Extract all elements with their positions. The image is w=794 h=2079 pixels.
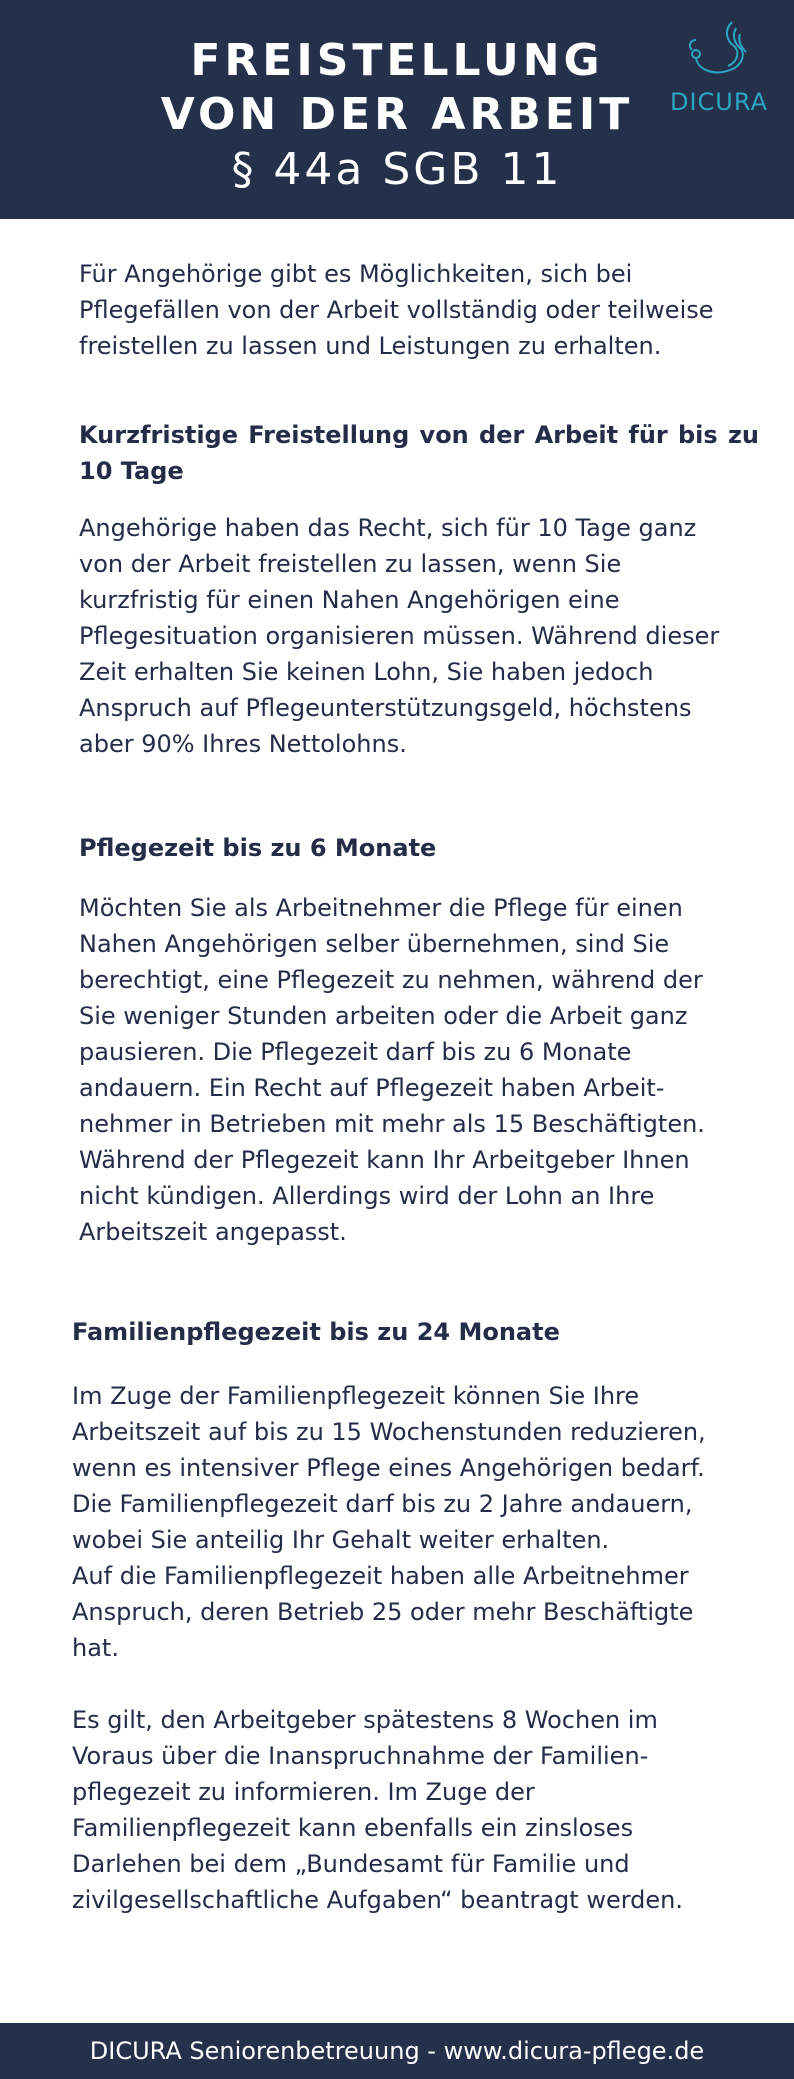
section-heading-family-care-leave: Familienpflegezeit bis zu 24 Monate	[72, 1318, 560, 1346]
intro-paragraph: Für Angehörige gibt es Möglichkeiten, sich bei Pflegefällen von der Arbeit vollständig oder teilweise freistellen zu lassen und Leistungen zu erhalten.	[79, 260, 714, 360]
section-body-family-care-leave: Im Zuge der Familienpflegezeit können Sie Ihre Arbeitszeit auf bis zu 15 Wochenstunden reduzieren, wenn es intensiver Pflege eines Angehörigen bedarf. Die Familienpflegezeit darf bis zu 2 Jahre andauern, wobei Sie anteilig Ihr Gehalt weiter erhalten. Auf die Familienpflegezeit haben alle Arbeitnehmer Anspruch, deren Betrieb 25 oder mehr Beschäftigte hat.	[72, 1382, 706, 1662]
section-heading-short-term-leave: Kurzfristige Freistellung von der Arbeit für bis zu 10 Tage	[79, 421, 759, 485]
section-heading-care-leave: Pflegezeit bis zu 6 Monate	[79, 834, 437, 862]
footer-bar: DICURA Seniorenbetreuung - www.dicura-pflege.de	[0, 2023, 794, 2079]
stylized-swan-icon	[674, 18, 764, 88]
page-title-line-1: FREISTELLUNG	[190, 35, 604, 86]
logo-wordmark: DICURA	[669, 88, 768, 116]
section-body-family-care-leave-notice: Es gilt, den Arbeitgeber spätestens 8 Wochen im Voraus über die Inanspruchnahme der Familien- pflegezeit zu informieren. Im Zuge der Familienpflegezeit kann ebenfalls ein zinsloses Darlehen bei dem „Bundesamt für Familie und zivilgesellschaftliche Aufgaben“ beantragt werden.	[72, 1706, 684, 1914]
page-title-line-2: VON DER ARBEIT	[160, 89, 634, 140]
page-subtitle-law-reference: § 44a SGB 11	[231, 144, 563, 195]
section-body-care-leave: Möchten Sie als Arbeitnehmer die Pflege für einen Nahen Angehörigen selber übernehmen, sind Sie berechtigt, eine Pflegezeit zu nehmen, während der Sie weniger Stunden arbeiten oder die Arbeit ganz pausieren. Die Pflegezeit darf bis zu 6 Monate andauern. Ein Recht auf Pflegezeit haben Arbeit- nehmer in Betrieben mit mehr als 15 Beschäftigten. Während der Pflegezeit kann Ihr Arbeitgeber Ihnen nicht kündigen. Allerdings wird der Lohn an Ihre Arbeitszeit angepasst.	[79, 894, 705, 1246]
dicura-logo	[664, 18, 774, 118]
section-body-short-term-leave: Angehörige haben das Recht, sich für 10 Tage ganz von der Arbeit freistellen zu lassen, wenn Sie kurzfristig für einen Nahen Angehörigen eine Pflegesituation organisieren müssen. Während dieser Zeit erhalten Sie keinen Lohn, Sie haben jedoch Anspruch auf Pflegeunterstützungsgeld, höchstens aber 90% Ihres Nettolohns.	[79, 514, 720, 758]
header-banner	[0, 0, 794, 219]
